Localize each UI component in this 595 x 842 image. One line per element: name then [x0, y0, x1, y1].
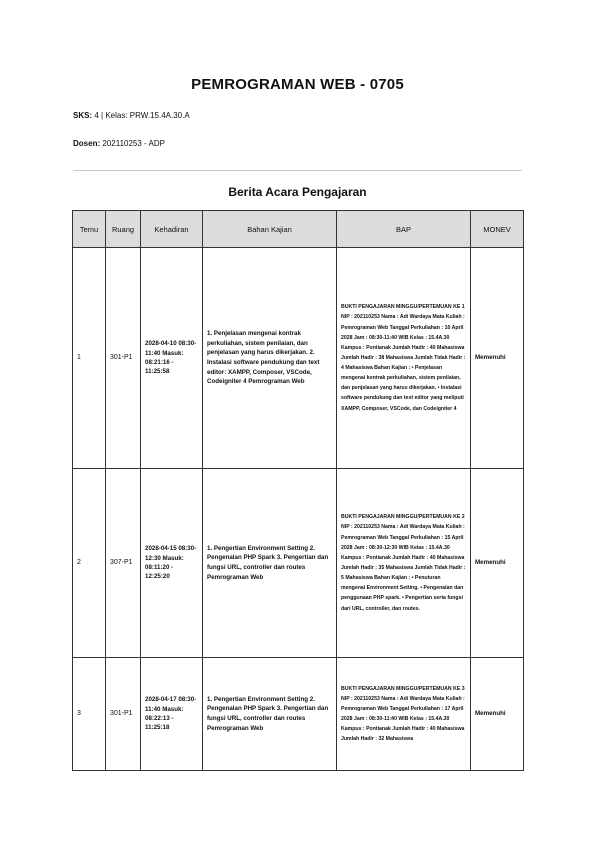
table-row	[73, 658, 524, 771]
col-header-ruang: Ruang	[106, 211, 141, 248]
cell-temu: 1	[73, 248, 106, 469]
cell-bahan-kajian: 1. Pengertian Environment Setting 2. Pengenalan PHP Spark 3. Pengertian dan fungsi URL, controller dan routes Pemrograman Web	[203, 469, 337, 658]
col-header-bahan-kajian: Bahan Kajian	[203, 211, 337, 248]
course-info	[73, 111, 190, 120]
table-row	[73, 248, 524, 469]
col-header-monev: MONEV	[471, 211, 524, 248]
cell-monev: Memenuhi	[471, 248, 524, 469]
cell-kehadiran: 2028-04-15 08:30-12:30 Masuk: 08:11:20 - 12:25:20	[141, 469, 203, 658]
sks-label: SKS:	[73, 111, 93, 120]
col-header-bap: BAP	[337, 211, 471, 248]
cell-ruang: 307-P1	[106, 469, 141, 658]
cell-kehadiran: 2028-04-17 08:30-11:40 Masuk: 08:22:13 - 11:25:18	[141, 658, 203, 771]
cell-temu: 3	[73, 658, 106, 771]
cell-bap: BUKTI PENGAJARAN MINGGU/PERTEMUAN KE 2 NIP : 202110253 Nama : Adi Wardaya Mata Kuliah : Pemrograman Web Tanggal Perkuliahan : 15 April 2028 Jam : 08:30-12:30 WIB Kelas : 15.4A.30 Kampus : Pontianak Jumlah Hadir : 40 Mahasiswa Jumlah Hadir : 35 Mahasiswa Jumlah Tidak Hadir : 5 Mahasiswa Bahan Kajian : • Penuturan mengenai Environment Setting. • Pengenalan dan penggunaan PHP spark. • Pengertian serta fungsi dari URL, controller, dan routes.	[337, 469, 471, 658]
table-row	[73, 469, 524, 658]
cell-kehadiran: 2028-04-10 08:30-11:40 Masuk: 08:21:16 - 11:25:58	[141, 248, 203, 469]
cell-monev: Memenuhi	[471, 658, 524, 771]
dosen-label: Dosen:	[73, 139, 101, 148]
lecturer-info	[73, 139, 165, 148]
dosen-value: 202110253 - ADP	[102, 139, 165, 148]
bap-table	[72, 210, 524, 771]
cell-bahan-kajian: 1. Pengertian Environment Setting 2. Pengenalan PHP Spark 3. Pengertian dan fungsi URL, controller dan routes Pemrograman Web	[203, 658, 337, 771]
cell-bap: BUKTI PENGAJARAN MINGGU/PERTEMUAN KE 3 NIP : 202110253 Nama : Adi Wardaya Mata Kuliah : Pemrograman Web Tanggal Perkuliahan : 17 April 2028 Jam : 08:30-11:40 WIB Kelas : 15.4A.30 Kampus : Pontianak Jumlah Hadir : 40 Mahasiswa Jumlah Hadir : 32 Mahasiswa	[337, 658, 471, 771]
cell-bahan-kajian: 1. Penjelasan mengenai kontrak perkuliahan, sistem penilaian, dan penjelasan yang harus dikerjakan. 2. Instalasi software pendukung dan text editor: XAMPP, Composer, VSCode, Codeigniter 4 Pemrograman Web	[203, 248, 337, 469]
sks-value: 4 | Kelas: PRW.15.4A.30.A	[94, 111, 190, 120]
cell-ruang: 301-P1	[106, 658, 141, 771]
section-title: Berita Acara Pengajaran	[228, 185, 367, 199]
col-header-kehadiran: Kehadiran	[141, 211, 203, 248]
cell-temu: 2	[73, 469, 106, 658]
col-header-temu: Temu	[73, 211, 106, 248]
cell-bap: BUKTI PENGAJARAN MINGGU/PERTEMUAN KE 1 NIP : 202110253 Nama : Adi Wardaya Mata Kuliah : Pemrograman Web Tanggal Perkuliahan : 10 April 2028 Jam : 08:30-11:40 WIB Kelas : 15.4A.30 Kampus : Pontianak Jumlah Hadir : 40 Mahasiswa Jumlah Hadir : 38 Mahasiswa Jumlah Tidak Hadir : 4 Mahasiswa Bahan Kajian : • Penjelasan mengenai kontrak perkuliahan, sistem penilaian, dan penjelasan yang harus dikerjakan. • Instalasi software pendukung dan text editor yang meliputi XAMPP, Composer, VSCode, dan Codeigniter 4	[337, 248, 471, 469]
page-title: PEMROGRAMAN WEB - 0705	[191, 76, 404, 93]
cell-monev: Memenuhi	[471, 469, 524, 658]
divider	[73, 170, 522, 171]
cell-ruang: 301-P1	[106, 248, 141, 469]
table-header-row	[73, 211, 524, 248]
